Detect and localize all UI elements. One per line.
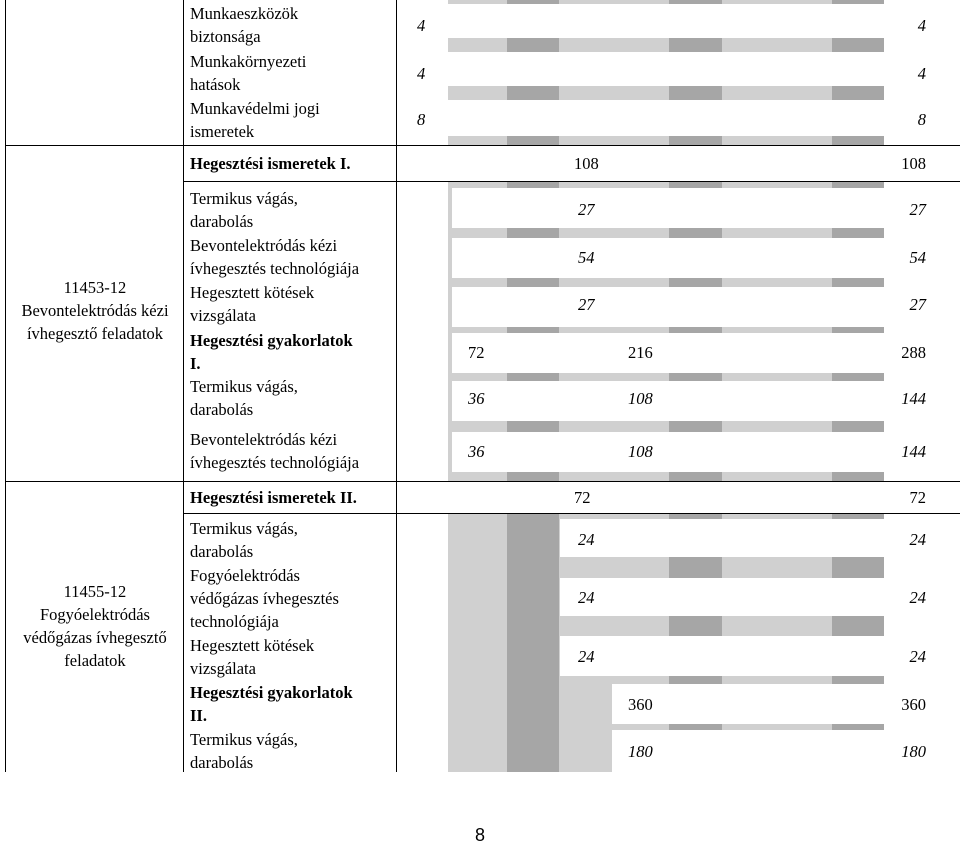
grid-section1-top	[184, 145, 960, 146]
module-name-line: feladatok	[64, 651, 126, 670]
cell-total: 4	[917, 64, 926, 83]
cell-total: 108	[901, 154, 926, 173]
row-name: Hegesztési gyakorlatok II.	[190, 683, 353, 725]
cell-total: 8	[917, 110, 926, 129]
row-name: Munkakörnyezeti hatások	[190, 52, 307, 94]
cell-total: 24	[909, 588, 926, 607]
module-name-line: Fogyóelektródás	[40, 605, 150, 624]
row-name: Munkavédelmi jogi ismeretek	[190, 99, 320, 141]
cell-total: 288	[901, 343, 926, 362]
row-name: Bevontelektródás kézi ívhegesztés technológiája	[190, 236, 360, 278]
module-name-line: védőgázas ívhegesztő	[23, 628, 167, 647]
row-name: Hegesztési ismeretek I.	[190, 154, 351, 173]
row-name: Termikus vágás, darabolás	[190, 189, 298, 231]
cell-value: 360	[628, 695, 653, 714]
row-name: Termikus vágás, darabolás	[190, 730, 298, 772]
module-name-line: Bevontelektródás kézi	[21, 301, 169, 320]
module-1-cell	[7, 276, 183, 345]
grid-section2-top	[184, 481, 960, 482]
row-name: Hegesztési gyakorlatok I.	[190, 331, 353, 373]
cell-value: 24	[578, 588, 595, 607]
row-name: Termikus vágás, darabolás	[190, 519, 298, 561]
cell-value: 24	[578, 530, 595, 549]
cell-total: 180	[901, 742, 926, 761]
cell-value: 36	[468, 442, 485, 461]
cell-total: 27	[909, 295, 926, 314]
grid-name-sep	[396, 0, 397, 772]
cell-total: 4	[917, 16, 926, 35]
row-name: Hegesztett kötések vizsgálata	[190, 283, 315, 325]
cell-value: 27	[578, 295, 595, 314]
module-code: 11455-12	[63, 582, 127, 601]
cell-total: 54	[909, 248, 926, 267]
cell-value: 108	[628, 389, 653, 408]
cell-total: 144	[901, 442, 926, 461]
cell-total: 24	[909, 530, 926, 549]
grid-left	[5, 0, 6, 772]
row-name: Termikus vágás, darabolás	[190, 377, 298, 419]
cell-total: 144	[901, 389, 926, 408]
cell-value: 72	[468, 343, 485, 362]
grid-module1-bottom	[5, 481, 183, 482]
module-name-line: ívhegesztő feladatok	[26, 324, 164, 343]
row-name: Fogyóelektródás védőgázas ívhegesztés technológiája	[190, 566, 339, 631]
cell-value: 180	[628, 742, 653, 761]
grid-section1-bottom	[184, 181, 960, 182]
grid-module-sep	[183, 0, 184, 772]
module-2-cell	[7, 580, 183, 672]
row-name: Munkaeszközök biztonsága	[190, 4, 299, 46]
cell-value: 108	[628, 442, 653, 461]
row-name: Hegesztési ismeretek II.	[190, 488, 357, 507]
cell-value: 54	[578, 248, 595, 267]
cell-value: 8	[417, 110, 426, 129]
cell-total: 360	[901, 695, 926, 714]
cell-value: 4	[417, 64, 426, 83]
row-name: Hegesztett kötések vizsgálata	[190, 636, 315, 678]
cell-value: 72	[574, 488, 591, 507]
cell-value: 108	[574, 154, 599, 173]
cell-value: 27	[578, 200, 595, 219]
grid-section2-bottom	[184, 513, 960, 514]
cell-value: 24	[578, 647, 595, 666]
cell-value: 216	[628, 343, 653, 362]
cell-value: 36	[468, 389, 485, 408]
cell-total: 24	[909, 647, 926, 666]
grid-module1-top	[5, 145, 183, 146]
module-code: 11453-12	[63, 278, 127, 297]
cell-total: 27	[909, 200, 926, 219]
cell-total: 72	[909, 488, 926, 507]
row-name: Bevontelektródás kézi ívhegesztés technológiája	[190, 430, 360, 472]
cell-value: 4	[417, 16, 426, 35]
page-number: 8	[474, 825, 485, 845]
